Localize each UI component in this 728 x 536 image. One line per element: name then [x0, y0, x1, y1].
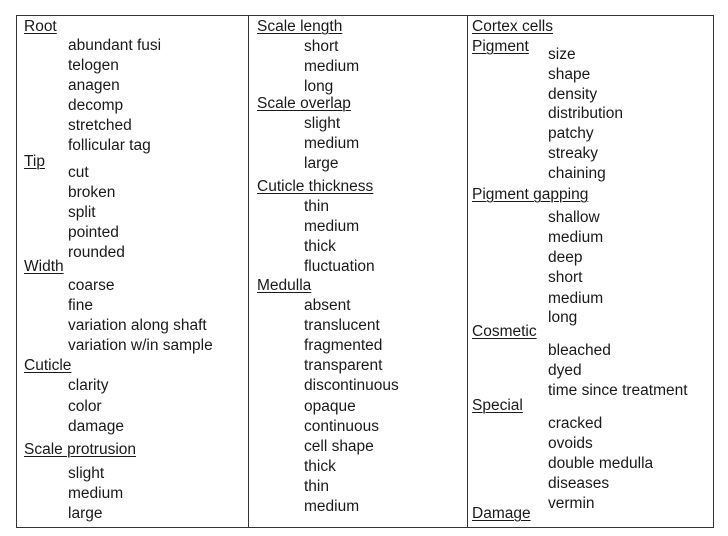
heading-scale-protrusion: Scale protrusion: [24, 441, 137, 458]
list-item: variation along shaft: [68, 317, 207, 334]
list-item: streaky: [548, 145, 598, 162]
list-item: variation w/in sample: [68, 337, 213, 354]
list-item: medium: [304, 135, 360, 152]
list-item: color: [68, 398, 102, 415]
list-item: follicular tag: [68, 137, 151, 154]
list-item: long: [548, 309, 578, 326]
list-item: split: [68, 204, 96, 221]
list-item: fragmented: [304, 337, 383, 354]
list-item: cut: [68, 164, 89, 181]
heading-root: Root: [24, 18, 57, 35]
list-item: opaque: [304, 398, 356, 415]
list-item: anagen: [68, 77, 120, 94]
heading-cuticle: Cuticle: [24, 357, 72, 374]
list-item: damage: [68, 418, 125, 435]
list-item: double medulla: [548, 455, 654, 472]
list-item: medium: [548, 290, 604, 307]
heading-medulla: Medulla: [257, 277, 312, 294]
list-item: continuous: [304, 418, 379, 435]
list-item: short: [548, 269, 583, 286]
list-item: chaining: [548, 165, 606, 182]
list-item: medium: [548, 229, 604, 246]
list-item: medium: [304, 218, 360, 235]
list-item: translucent: [304, 317, 380, 334]
list-item: medium: [304, 498, 360, 515]
list-item: thick: [304, 458, 336, 475]
list-item: long: [304, 78, 334, 95]
list-item: short: [304, 38, 339, 55]
list-item: ovoids: [548, 435, 593, 452]
list-item: fine: [68, 297, 93, 314]
list-item: bleached: [548, 342, 611, 359]
heading-pigment: Pigment: [472, 38, 529, 55]
heading-width: Width: [24, 258, 64, 275]
list-item: slight: [304, 115, 341, 132]
heading-tip: Tip: [24, 153, 45, 170]
heading-cuticle-thickness: Cuticle thickness: [257, 178, 374, 195]
list-item: rounded: [68, 244, 125, 261]
heading-pigment-gapping: Pigment gapping: [472, 186, 589, 203]
list-item: telogen: [68, 57, 119, 74]
list-item: density: [548, 86, 598, 103]
list-item: medium: [304, 58, 360, 75]
list-item: fluctuation: [304, 258, 375, 275]
list-item: decomp: [68, 97, 124, 114]
list-item: cell shape: [304, 438, 374, 455]
list-item: clarity: [68, 377, 109, 394]
list-item: size: [548, 46, 576, 63]
list-item: shallow: [548, 209, 600, 226]
heading-damage: Damage: [472, 505, 531, 522]
list-item: transparent: [304, 357, 383, 374]
list-item: discontinuous: [304, 377, 399, 394]
heading-special: Special: [472, 397, 523, 414]
list-item: slight: [68, 465, 105, 482]
list-item: diseases: [548, 475, 610, 492]
list-item: cracked: [548, 415, 603, 432]
heading-scale-overlap: Scale overlap: [257, 95, 351, 112]
list-item: time since treatment: [548, 382, 688, 399]
list-item: deep: [548, 249, 583, 266]
list-item: thin: [304, 478, 329, 495]
heading-scale-length: Scale length: [257, 18, 343, 35]
heading-cosmetic: Cosmetic: [472, 323, 537, 340]
list-item: medium: [68, 485, 124, 502]
list-item: thin: [304, 198, 329, 215]
list-item: broken: [68, 184, 116, 201]
list-item: coarse: [68, 277, 115, 294]
list-item: distribution: [548, 105, 623, 122]
column-divider-1: [248, 15, 249, 528]
column-divider-2: [467, 15, 468, 528]
list-item: abundant fusi: [68, 37, 162, 54]
heading-cortex-cells: Cortex cells: [472, 18, 553, 35]
list-item: large: [68, 505, 103, 522]
list-item: thick: [304, 238, 336, 255]
list-item: absent: [304, 297, 351, 314]
list-item: dyed: [548, 362, 582, 379]
list-item: stretched: [68, 117, 132, 134]
list-item: vermin: [548, 495, 595, 512]
list-item: pointed: [68, 224, 119, 241]
list-item: patchy: [548, 125, 594, 142]
list-item: large: [304, 155, 339, 172]
list-item: shape: [548, 66, 591, 83]
